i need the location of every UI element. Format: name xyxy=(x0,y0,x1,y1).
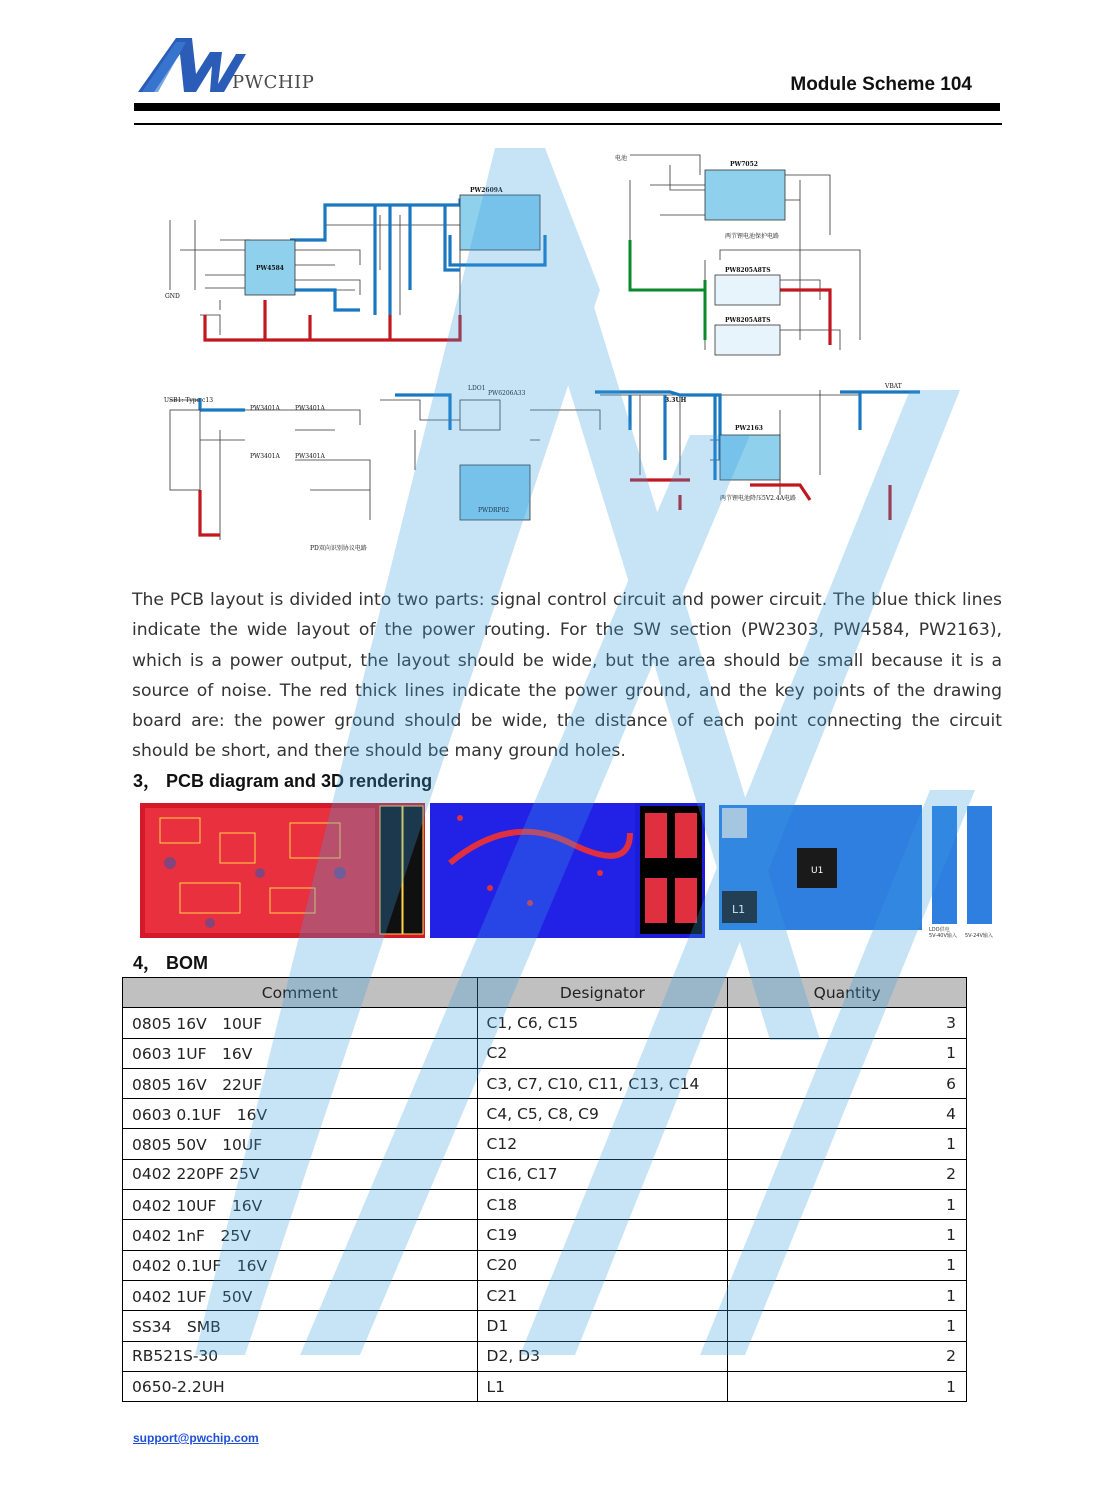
bom-cell-quantity: 6 xyxy=(728,1068,967,1098)
logo-text: PWCHIP xyxy=(232,72,315,93)
render-label-ldo: LDO供电 xyxy=(929,927,950,933)
bom-cell-comment: 0603 1UF 16V xyxy=(123,1038,478,1068)
protect-circuit-label: 两节锂电池保护电路 xyxy=(725,233,780,240)
bom-cell-comment: 0402 220PF 25V xyxy=(123,1159,478,1189)
bom-cell-designator: C2 xyxy=(477,1038,728,1068)
bom-row xyxy=(123,1008,967,1038)
bom-cell-designator: C21 xyxy=(477,1280,728,1310)
pcb-bottom-layer-image xyxy=(430,803,705,938)
bom-cell-comment: 0650-2.2UH xyxy=(123,1371,478,1401)
pcb-3d-render-image xyxy=(717,803,1000,938)
bom-cell-comment: 0402 1UF 50V xyxy=(123,1280,478,1310)
bom-row xyxy=(123,1220,967,1250)
buck-circuit-label: 两节锂电池降压5V2.4A电路 xyxy=(720,495,797,502)
vbat-label: VBAT xyxy=(885,383,902,390)
chip-label-pw2609a: PW2609A xyxy=(470,187,503,194)
bom-row xyxy=(123,1099,967,1129)
pd-circuit-label: PD双向识别协议电路 xyxy=(310,545,367,552)
bom-cell-designator: L1 xyxy=(477,1371,728,1401)
bom-cell-comment: 0805 16V 10UF xyxy=(123,1008,478,1038)
bom-table xyxy=(122,977,967,1402)
bom-cell-quantity: 2 xyxy=(728,1159,967,1189)
bom-cell-comment: 0805 50V 10UF xyxy=(123,1129,478,1159)
column-header-quantity: Quantity xyxy=(728,978,967,1008)
section-heading-bom: 4， BOM xyxy=(133,953,209,973)
pcb-top-layer-image xyxy=(140,803,425,938)
bom-cell-designator: C4, C5, C8, C9 xyxy=(477,1099,728,1129)
column-header-comment: Comment xyxy=(123,978,478,1008)
bom-row xyxy=(123,1311,967,1341)
bom-cell-quantity: 2 xyxy=(728,1341,967,1371)
bom-cell-designator: C1, C6, C15 xyxy=(477,1008,728,1038)
battery-routing-lines xyxy=(630,240,705,340)
bom-cell-quantity: 1 xyxy=(728,1371,967,1401)
layout-description: The PCB layout is divided into two parts: signal control circuit and power circuit. The blue thick lines indicate the wide layout of the power routing. For the SW section (PW2303, PW4584, PW2163), which is a power output, the layout should be wide, but the area should be small because it is a source of noise. The red thick lines indicate the power ground, and the key points of the drawing board are: the power ground should be wide, the distance of each point connecting the circuit should be short, and there should be many ground holes. xyxy=(132,590,1002,762)
bom-cell-quantity: 4 xyxy=(728,1099,967,1129)
mos-label-q6: PW3401A xyxy=(250,453,280,460)
render-label-input-40v: 5V-40V输入 xyxy=(929,933,957,938)
bom-row xyxy=(123,1250,967,1280)
header-rule-thick xyxy=(134,103,1000,111)
bom-cell-designator: D2, D3 xyxy=(477,1341,728,1371)
bom-cell-quantity: 3 xyxy=(728,1008,967,1038)
chip-label-pw8205-2: PW8205A8TS xyxy=(725,317,771,324)
bom-row xyxy=(123,1371,967,1401)
bom-row xyxy=(123,1190,967,1220)
render-label-l1: L1 xyxy=(732,903,746,916)
render-label-input-24v: 5V-24V输入 xyxy=(965,933,993,938)
chip-label-pw4584: PW4584 xyxy=(256,265,284,272)
bom-cell-quantity: 1 xyxy=(728,1311,967,1341)
chip-label-pwdrp02: PWDRP02 xyxy=(478,507,510,514)
render-label-u1: U1 xyxy=(811,866,824,876)
usb-label: USB1: Type c13 xyxy=(164,397,214,404)
bom-row xyxy=(123,1159,967,1189)
bom-cell-comment: 0402 0.1UF 16V xyxy=(123,1250,478,1280)
bom-header-row xyxy=(123,978,967,1008)
bom-cell-designator: C18 xyxy=(477,1190,728,1220)
mos-label-q4: PW3401A xyxy=(295,405,325,412)
bom-cell-comment: 0402 10UF 16V xyxy=(123,1190,478,1220)
bom-cell-comment: RB521S-30 xyxy=(123,1341,478,1371)
module-title: Module Scheme 104 xyxy=(790,74,972,95)
bom-cell-comment: SS34 SMB xyxy=(123,1311,478,1341)
mos-label-q5: PW3401A xyxy=(295,453,325,460)
ldo-label: LDO1 xyxy=(468,385,486,392)
bom-cell-quantity: 1 xyxy=(728,1190,967,1220)
bom-cell-quantity: 1 xyxy=(728,1129,967,1159)
circuit-schematic xyxy=(160,140,920,570)
bom-cell-designator: C3, C7, C10, C11, C13, C14 xyxy=(477,1068,728,1098)
inductor-label: 3.3UH xyxy=(665,397,687,404)
bom-cell-designator: C20 xyxy=(477,1250,728,1280)
bom-cell-designator: C12 xyxy=(477,1129,728,1159)
bom-cell-designator: D1 xyxy=(477,1311,728,1341)
mos-label-q1: PW3401A xyxy=(250,405,280,412)
bom-row xyxy=(123,1129,967,1159)
support-email-link[interactable]: support@pwchip.com xyxy=(133,1431,259,1445)
gnd-label: GND xyxy=(165,293,180,300)
bom-row xyxy=(123,1068,967,1098)
chip-label-pw8205-1: PW8205A8TS xyxy=(725,267,771,274)
bom-cell-quantity: 1 xyxy=(728,1220,967,1250)
bom-cell-designator: C16, C17 xyxy=(477,1159,728,1189)
chip-label-pw2163: PW2163 xyxy=(735,425,763,432)
bom-row xyxy=(123,1280,967,1310)
chip-symbols xyxy=(170,170,785,520)
chip-label-pw6206: PW6206A33 xyxy=(488,390,526,397)
section-heading-pcb: 3， PCB diagram and 3D rendering xyxy=(133,771,433,791)
header-rule-thin xyxy=(134,123,1002,125)
column-header-designator: Designator xyxy=(477,978,728,1008)
chip-label-pw7052: PW7052 xyxy=(730,161,758,168)
bom-cell-quantity: 1 xyxy=(728,1280,967,1310)
bom-cell-designator: C19 xyxy=(477,1220,728,1250)
bom-row xyxy=(123,1341,967,1371)
bom-cell-quantity: 1 xyxy=(728,1250,967,1280)
bom-row xyxy=(123,1038,967,1068)
bom-cell-comment: 0603 0.1UF 16V xyxy=(123,1099,478,1129)
bom-cell-comment: 0805 16V 22UF xyxy=(123,1068,478,1098)
bom-cell-comment: 0402 1nF 25V xyxy=(123,1220,478,1250)
battery-label: 电池 xyxy=(615,155,628,162)
bom-cell-quantity: 1 xyxy=(728,1038,967,1068)
